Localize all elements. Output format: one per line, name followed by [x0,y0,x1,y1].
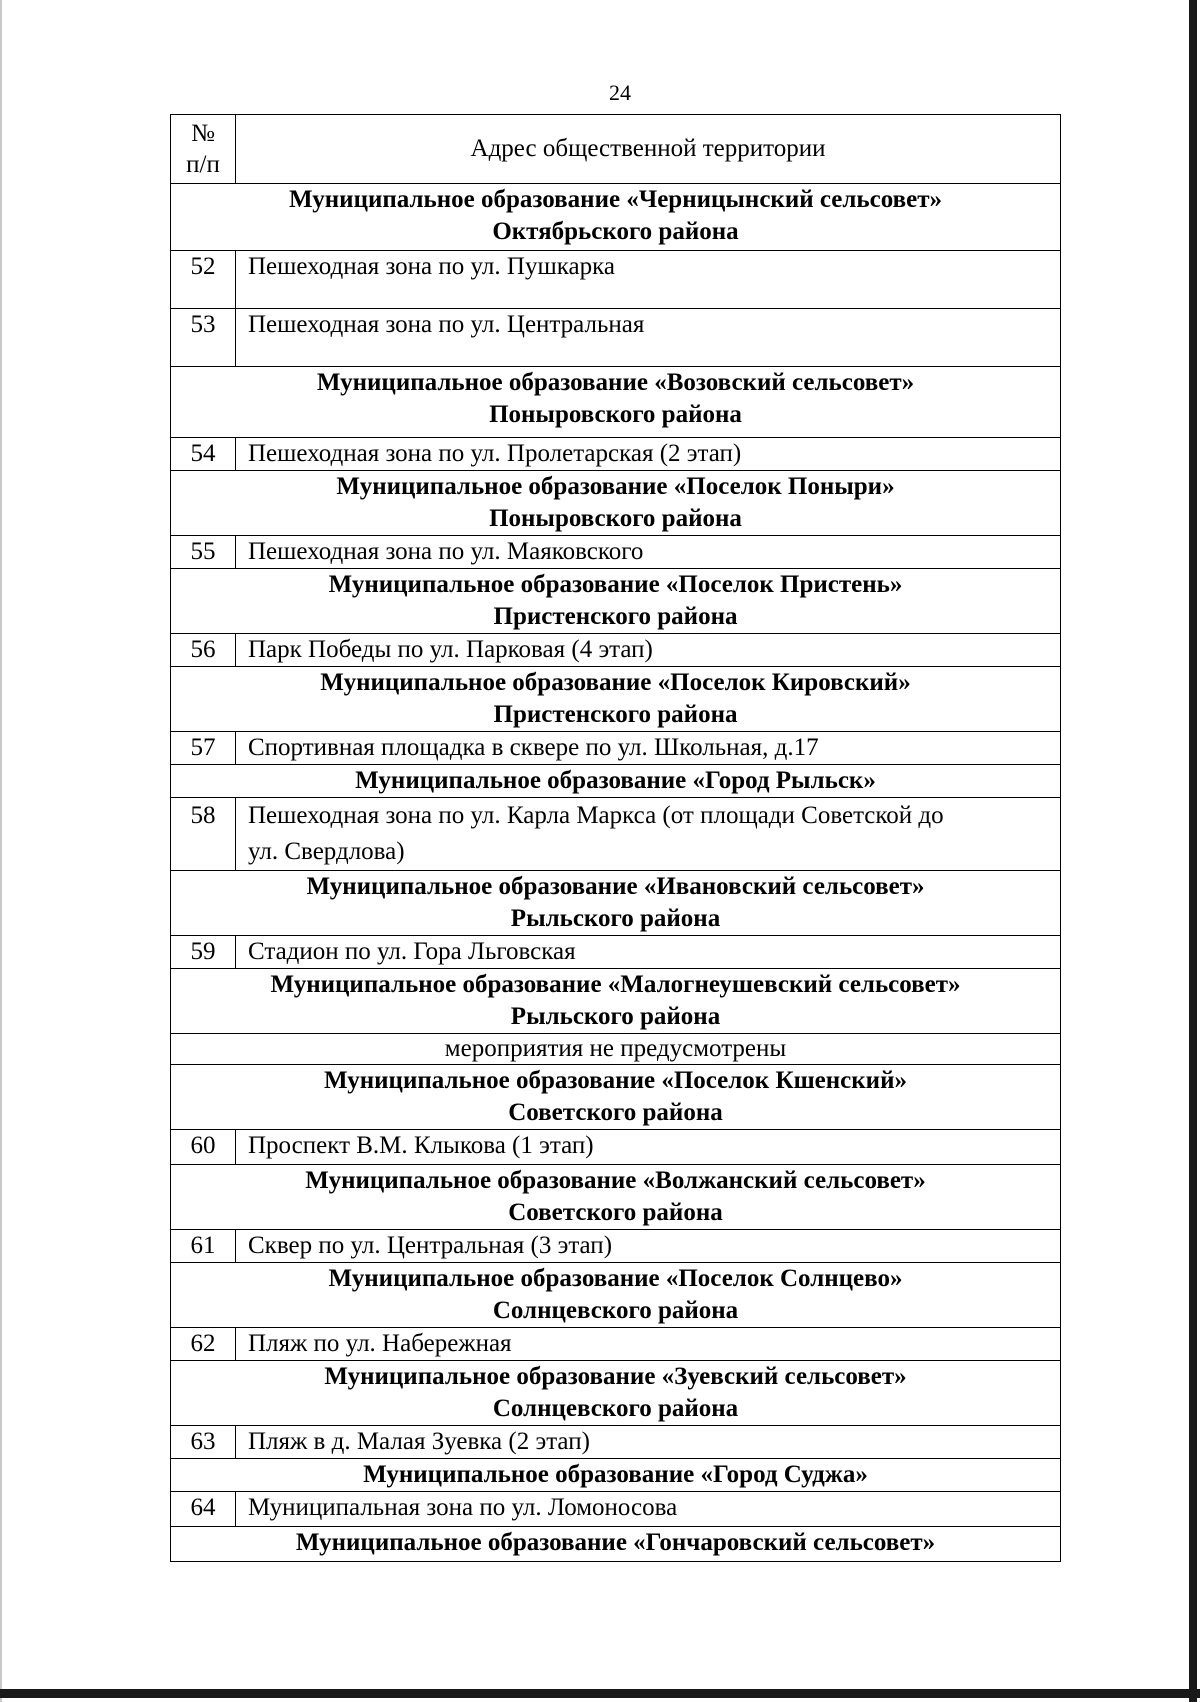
municipality-row [171,969,1061,1034]
row-number: 52 [171,251,236,309]
row-address-line1: Пешеходная зона по ул. Карла Маркса (от площади Советской до [248,802,944,829]
municipality-title: Муниципальное образование «Зуевский сельсовет» [324,1363,907,1390]
header-number-line1: № [191,120,215,147]
row-number: 58 [171,798,236,871]
scan-edge-left [0,0,2,1702]
table-row [171,1426,1061,1459]
table-row [171,1492,1061,1527]
row-address: Парк Победы по ул. Парковая (4 этап) [236,634,1061,667]
municipality-district: Рыльского района [510,1003,721,1030]
municipality-district: Солнцевского района [492,1395,739,1422]
scan-edge-right [1189,0,1197,1702]
municipality-row [171,765,1061,798]
row-number: 63 [171,1426,236,1459]
municipality-title: Муниципальное образование «Возовский сельсовет» [316,369,915,396]
row-number: 61 [171,1230,236,1263]
municipality-row [171,871,1061,936]
header-address-cell: Адрес общественной территории [236,115,1061,184]
scan-edge-bottom [0,1689,1200,1698]
no-measures-note: мероприятия не предусмотрены [171,1034,1061,1065]
table-row [171,1130,1061,1165]
row-address: Пляж в д. Малая Зуевка (2 этап) [236,1426,1061,1459]
municipality-district: Солнцевского района [492,1297,739,1324]
municipality-title: Муниципальное образование «Поселок Кировский» [320,669,911,696]
header-number-cell [171,115,236,184]
municipality-row [171,1459,1061,1492]
row-address: Пешеходная зона по ул. Маяковского [236,536,1061,569]
municipality-row [171,569,1061,634]
row-address [236,798,1061,871]
municipality-title: Муниципальное образование «Поселок Пристень» [328,571,903,598]
row-address: Пешеходная зона по ул. Центральная [236,309,1061,367]
row-number: 53 [171,309,236,367]
row-number: 54 [171,438,236,471]
municipality-district: Поныровского района [489,401,742,428]
row-number: 55 [171,536,236,569]
table-row [171,1230,1061,1263]
table-row [171,634,1061,667]
row-address: Пешеходная зона по ул. Пушкарка [236,251,1061,309]
public-territories-table [170,114,1061,1562]
row-address: Проспект В.М. Клыкова (1 этап) [236,1130,1061,1165]
row-number: 64 [171,1492,236,1527]
row-address: Спортивная площадка в сквере по ул. Школьная, д.17 [236,732,1061,765]
row-address: Стадион по ул. Гора Льговская [236,936,1061,969]
table-row [171,251,1061,309]
row-address: Пляж по ул. Набережная [236,1328,1061,1361]
municipality-title: Муниципальное образование «Ивановский сельсовет» [306,873,925,900]
municipality-district: Советского района [508,1099,723,1126]
municipality-row [171,1065,1061,1130]
note-row [171,1034,1061,1065]
table-row [171,1328,1061,1361]
municipality-row [171,367,1061,438]
municipality-title: Муниципальное образование «Город Рыльск» [355,767,876,794]
row-number: 60 [171,1130,236,1165]
municipality-title: Муниципальное образование «Город Суджа» [363,1461,868,1488]
header-number-line2: п/п [186,151,220,178]
municipality-district: Пристенского района [493,701,738,728]
municipality-district: Пристенского района [493,603,738,630]
row-address: Сквер по ул. Центральная (3 этап) [236,1230,1061,1263]
municipality-title: Муниципальное образование «Малогнеушевский сельсовет» [270,971,961,998]
table-row [171,732,1061,765]
row-number: 57 [171,732,236,765]
table-row [171,936,1061,969]
municipality-row [171,1165,1061,1230]
municipality-title: Муниципальное образование «Поселок Кшенский» [323,1067,907,1094]
row-address: Муниципальная зона по ул. Ломоносова [236,1492,1061,1527]
table-row [171,309,1061,367]
municipality-title: Муниципальное образование «Поселок Солнцево» [328,1265,903,1292]
row-number: 62 [171,1328,236,1361]
municipality-row [171,667,1061,732]
municipality-row [171,1361,1061,1426]
municipality-district: Советского района [508,1199,723,1226]
municipality-district: Поныровского района [489,505,742,532]
row-number: 59 [171,936,236,969]
municipality-title: Муниципальное образование «Волжанский сельсовет» [305,1167,926,1194]
municipality-title: Муниципальное образование «Поселок Поныри» [336,473,895,500]
municipality-row [171,1263,1061,1328]
municipality-row [171,1527,1061,1562]
table-header-row [171,115,1061,184]
row-number: 56 [171,634,236,667]
municipality-title: Муниципальное образование «Гончаровский сельсовет» [295,1529,936,1556]
row-address-line2: ул. Свердлова) [248,838,405,865]
municipality-row [171,184,1061,251]
table-row [171,438,1061,471]
row-address: Пешеходная зона по ул. Пролетарская (2 этап) [236,438,1061,471]
municipality-district: Рыльского района [510,905,721,932]
table-row [171,798,1061,871]
municipality-row [171,471,1061,536]
municipality-title: Муниципальное образование «Черницынский сельсовет» [289,186,942,213]
municipality-district: Октябрьского района [492,218,739,245]
page-number: 24 [609,80,631,105]
table-row [171,536,1061,569]
